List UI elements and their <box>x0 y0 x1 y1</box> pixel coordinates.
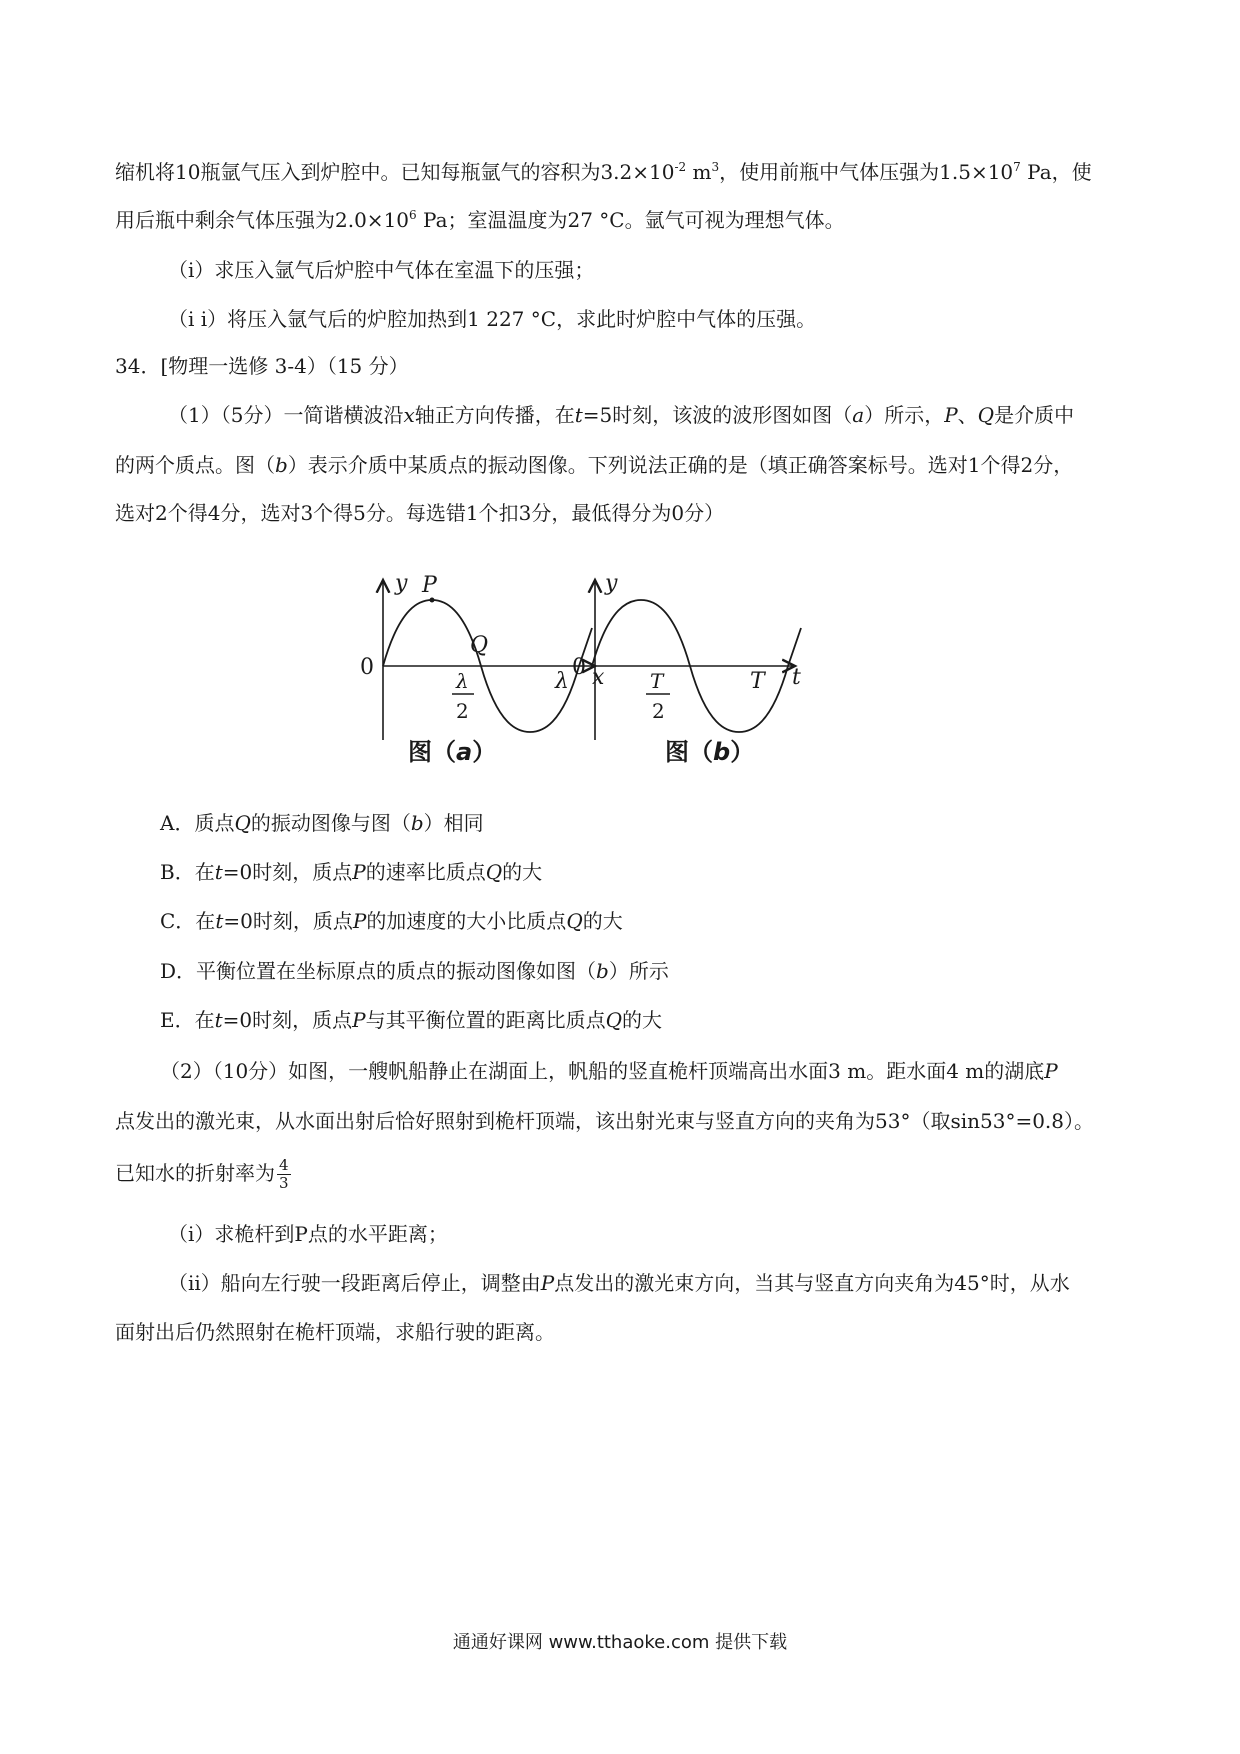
fig-a-lambda-label: λ <box>555 669 569 694</box>
fig-a-Q-label: Q <box>470 633 489 658</box>
q34-part1-line-2: 的两个质点。图（b）表示介质中某质点的振动图像。下列说法正确的是（填正确答案标号。选对1个得2分， <box>115 453 1074 477</box>
intro-line-1: 缩机将10瓶氩气压入到炉腔中。已知每瓶氩气的容积为$3.2\times 10^{-2}$ $m^3$，使用前瓶中气体压强为$1.5\times 10^7$ Pa，使 <box>115 160 1092 184</box>
q34-part1-line-1: （1）（5分）一简谐横波沿x轴正方向传播，在t=5时刻，该波的波形图如图（a）所示，P、Q是介质中 <box>168 403 1075 427</box>
page-footer: 通通好课网 www.tthaoke.com 提供下载 <box>452 1632 788 1653</box>
option-C: C．在t=0时刻，质点P的加速度的大小比质点Q的大 <box>160 909 623 933</box>
fig-b-half-num: T <box>650 669 664 693</box>
option-E: E．在t=0时刻，质点P与其平衡位置的距离比质点Q的大 <box>160 1008 663 1032</box>
refractive-index-fraction: $\frac{4}{3}$ <box>279 1156 289 1192</box>
intro-sub-i: （i）求压入氩气后炉腔中气体在室温下的压强； <box>168 258 595 282</box>
fig-a-caption: 图（a） <box>408 738 497 766</box>
q34-part2-sub-ii-cont: 面射出后仍然照射在桅杆顶端，求船行驶的距离。 <box>115 1320 555 1344</box>
q34-part2-sub-i: （i）求桅杆到P点的水平距离； <box>168 1222 448 1246</box>
fig-a-y-label: y <box>395 571 408 596</box>
intro-sub-ii: （i i）将压入氩气后的炉腔加热到1 227 °C，求此时炉腔中气体的压强。 <box>168 307 817 331</box>
fig-a-x-label: x <box>592 665 605 690</box>
fig-b-half-den: 2 <box>652 699 665 723</box>
q34-header: 34．[物理一选修 3-4）（15 分） <box>115 354 409 378</box>
fig-b-origin-label: 0 <box>572 655 586 680</box>
fig-b-y-label: y <box>605 571 618 596</box>
fig-a-half-num: λ <box>456 669 469 693</box>
fig-b-T-label: T <box>750 669 765 694</box>
q34-part2-sub-ii: （ii）船向左行驶一段距离后停止，调整由P点发出的激光束方向，当其与竖直方向夹角为45°时，从水 <box>168 1271 1070 1295</box>
option-A: A．质点Q的振动图像与图（b）相同 <box>160 811 484 835</box>
wave-figures-svg <box>340 560 900 790</box>
option-B: B．在t=0时刻，质点P的速率比质点Q的大 <box>160 860 543 884</box>
fig-a-half-den: 2 <box>456 699 469 723</box>
option-D: D．平衡位置在坐标原点的质点的振动图像如图（b）所示 <box>160 959 669 983</box>
intro-line-2: 用后瓶中剩余气体压强为$2.0\times 10^6$ Pa；室温温度为27 °C。氩气可视为理想气体。 <box>115 208 845 232</box>
fig-a-P-label: P <box>422 573 437 598</box>
q34-part2-line-3: 已知水的折射率为 $\frac{4}{3}$ <box>115 1156 289 1192</box>
fig-b-t-label: t <box>792 665 801 690</box>
q34-part1-line-3: 选对2个得4分，选对3个得5分。每选错1个扣3分，最低得分为0分） <box>115 501 725 525</box>
fig-a-origin-label: 0 <box>360 655 374 680</box>
wave-figures <box>340 560 900 790</box>
q34-part2-line-2: 点发出的激光束，从水面出射后恰好照射到桅杆顶端，该出射光束与竖直方向的夹角为53°（取sin53°=0.8）。 <box>115 1109 1095 1133</box>
fig-a-point-P <box>430 598 435 603</box>
fig-b-caption: 图（b） <box>665 738 755 766</box>
q34-part2-line-1: （2）（10分）如图，一艘帆船静止在湖面上，帆船的竖直桅杆顶端高出水面3 m。距水面4 m的湖底P <box>160 1059 1058 1083</box>
